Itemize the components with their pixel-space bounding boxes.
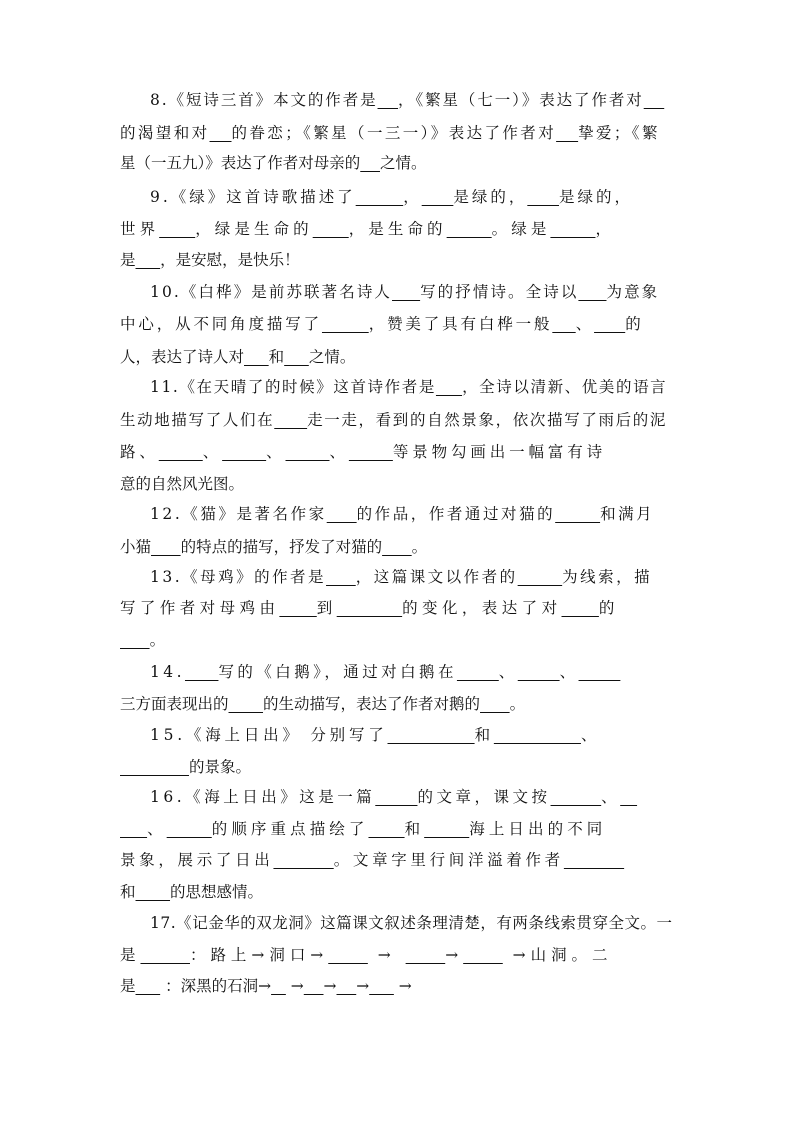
question-text: ，绿是生命的	[195, 220, 313, 238]
question-text: →	[356, 977, 370, 995]
answer-blank[interactable]	[480, 695, 510, 713]
question-text: 写了作者对母鸡由	[120, 599, 280, 617]
answer-blank[interactable]	[271, 977, 286, 995]
answer-blank[interactable]	[244, 348, 269, 366]
question-text: 。	[509, 695, 526, 713]
question-8-line-3	[120, 153, 427, 173]
answer-blank[interactable]	[356, 188, 404, 206]
question-text: 12.《猫》是著名作家	[150, 505, 327, 523]
question-text: 的	[625, 315, 644, 333]
question-text: 景象，展示了日出	[120, 851, 274, 869]
answer-blank[interactable]	[388, 726, 475, 744]
question-16-line-4	[120, 882, 263, 902]
question-text: 17.《记金华的双龙洞》这篇课文叙述条理清楚，有两条线索贯穿全文。一	[150, 914, 673, 932]
question-text: 意的自然风光图。	[120, 475, 245, 493]
question-text: 生动地描写了人们在	[120, 411, 275, 429]
question-text: 、	[559, 663, 579, 681]
question-text: 、	[498, 663, 518, 681]
question-text: 11.《在天晴了的时候》这首诗作者是	[150, 378, 436, 396]
question-text: →	[393, 977, 412, 995]
question-14-line-2	[120, 694, 525, 714]
question-text: 16.《海上日出》这是一篇	[150, 788, 376, 806]
question-13-line-1	[150, 567, 652, 587]
answer-blank[interactable]	[151, 538, 181, 556]
question-text: 。	[411, 538, 428, 556]
question-text: 和	[474, 726, 494, 744]
answer-blank[interactable]	[518, 663, 560, 681]
question-text: ，是生命的	[348, 220, 447, 238]
answer-blank[interactable]	[555, 505, 600, 523]
question-text: 15.《海上日出》 分别写了	[150, 726, 388, 744]
question-text: 和	[120, 883, 136, 901]
answer-blank[interactable]	[210, 124, 232, 142]
question-text: 和	[404, 820, 425, 838]
question-text: →	[445, 946, 464, 964]
answer-blank[interactable]	[337, 599, 402, 617]
answer-blank[interactable]	[304, 977, 324, 995]
answer-blank[interactable]	[594, 315, 625, 333]
question-text: 、	[202, 443, 223, 461]
answer-blank[interactable]	[368, 820, 404, 838]
question-9-line-1	[150, 187, 633, 207]
answer-blank[interactable]	[274, 411, 307, 429]
answer-blank[interactable]	[185, 663, 218, 681]
question-12-line-2	[120, 537, 427, 557]
answer-blank[interactable]	[422, 188, 454, 206]
question-text: 挚爱；《繁	[578, 124, 660, 142]
question-text: 三方面表现出的	[120, 695, 229, 713]
answer-blank[interactable]	[167, 820, 212, 838]
answer-blank[interactable]	[273, 851, 333, 869]
question-text: 8.《短诗三首》本文的作者是	[150, 91, 378, 109]
answer-blank[interactable]	[360, 154, 380, 172]
question-text: 为线索，描	[562, 568, 653, 586]
answer-blank[interactable]	[518, 568, 563, 586]
answer-blank[interactable]	[382, 538, 412, 556]
question-text: 10.《白桦》是前苏联著名诗人	[150, 283, 393, 301]
question-text: 之情。	[308, 348, 356, 366]
question-13-line-3	[120, 630, 165, 650]
question-text: →山洞。二	[502, 946, 613, 964]
question-11-line-3	[120, 442, 606, 462]
question-text: 的文章，课文按	[417, 788, 551, 806]
answer-blank[interactable]	[562, 599, 599, 617]
answer-blank[interactable]	[378, 91, 399, 109]
question-text: 的思想感情。	[170, 883, 264, 901]
question-text: 等景物勾画出一幅富有诗	[392, 443, 606, 461]
answer-blank[interactable]	[136, 251, 161, 269]
question-9-line-2	[120, 219, 615, 239]
question-text: 的特点的描写，抒发了对猫的	[180, 538, 383, 556]
answer-blank[interactable]	[286, 443, 330, 461]
answer-blank[interactable]	[424, 820, 469, 838]
question-text: ：深黑的石洞→	[160, 977, 272, 995]
question-text: 的	[598, 599, 619, 617]
answer-blank[interactable]	[140, 946, 190, 964]
question-text: ，全诗以清新、优美的语言	[462, 378, 668, 396]
question-16-line-1	[150, 787, 637, 807]
answer-blank[interactable]	[136, 977, 161, 995]
question-13-line-2	[120, 598, 619, 618]
answer-blank[interactable]	[463, 946, 503, 964]
question-text: 和	[268, 348, 285, 366]
question-text: 是绿的，	[453, 188, 528, 206]
answer-blank[interactable]	[120, 820, 147, 838]
answer-blank[interactable]	[313, 220, 349, 238]
question-16-line-2	[120, 819, 606, 839]
question-17-line-3	[120, 976, 412, 996]
question-text: 中心，从不同角度描写了	[120, 315, 322, 333]
question-text: 是绿的，	[559, 188, 633, 206]
question-16-line-3	[120, 850, 624, 870]
question-text: 、	[575, 315, 595, 333]
answer-blank[interactable]	[229, 695, 264, 713]
answer-blank[interactable]	[349, 443, 393, 461]
question-text: 走一走，看到的自然景象，依次描写了雨后的泥	[307, 411, 668, 429]
question-text: 。	[149, 631, 166, 649]
question-text: 的顺序重点描绘了	[211, 820, 369, 838]
question-10-line-2	[120, 314, 644, 334]
question-11-line-2	[120, 410, 667, 430]
question-text: 写的《白鹅》，通过对白鹅在	[218, 663, 457, 681]
question-9-line-3	[120, 250, 300, 270]
question-11-line-4	[120, 474, 244, 494]
question-11-line-1	[150, 377, 667, 397]
answer-blank[interactable]	[564, 851, 624, 869]
answer-blank[interactable]	[406, 946, 446, 964]
answer-blank[interactable]	[369, 977, 394, 995]
question-text: 、	[147, 820, 167, 838]
question-text: 的景象。	[188, 758, 251, 776]
question-text: ：路上→洞口→	[189, 946, 329, 964]
question-text: →	[323, 977, 337, 995]
question-text: 星（一五九）》表达了作者对母亲的	[120, 154, 361, 172]
answer-blank[interactable]	[436, 378, 462, 396]
question-text: 的眷恋；《繁星（一三一）》表达了作者对	[231, 124, 557, 142]
question-text: 为意象	[606, 283, 660, 301]
question-text: 是	[120, 251, 136, 269]
question-12-line-1	[150, 504, 654, 524]
question-15-line-2	[120, 757, 251, 777]
question-text: 和满月	[600, 505, 655, 523]
question-text: 的变化，表达了对	[402, 599, 562, 617]
question-text: 13.《母鸡》的作者是	[150, 568, 327, 586]
answer-blank[interactable]	[550, 220, 595, 238]
answer-blank[interactable]	[578, 283, 606, 301]
question-text: 。绿是	[491, 220, 551, 238]
question-8-line-1	[150, 90, 664, 110]
answer-blank[interactable]	[322, 315, 369, 333]
question-text: 、	[329, 443, 349, 461]
answer-blank[interactable]	[284, 348, 309, 366]
question-text: ，	[595, 220, 616, 238]
answer-blank[interactable]	[375, 788, 417, 806]
question-text: →	[285, 977, 304, 995]
question-text: 9.《绿》这首诗歌描述了	[150, 188, 356, 206]
question-text: 14.	[150, 663, 185, 681]
question-text: ，《繁星（七一）》表达了作者对	[398, 91, 644, 109]
question-14-line-1	[150, 662, 620, 682]
answer-blank[interactable]	[279, 599, 316, 617]
question-text: 到	[316, 599, 337, 617]
answer-blank[interactable]	[527, 188, 559, 206]
answer-blank[interactable]	[222, 443, 266, 461]
answer-blank[interactable]	[392, 283, 420, 301]
question-15-line-1	[150, 725, 600, 745]
answer-blank[interactable]	[328, 946, 368, 964]
question-text: 写的抒情诗。全诗以	[420, 283, 579, 301]
answer-blank[interactable]	[552, 315, 575, 333]
question-text: 、	[580, 726, 601, 744]
answer-blank[interactable]	[120, 631, 150, 649]
question-text: 。文章字里行间洋溢着作者	[333, 851, 564, 869]
question-text: 是	[120, 977, 136, 995]
answer-blank[interactable]	[159, 220, 195, 238]
answer-blank[interactable]	[447, 220, 492, 238]
question-text: 是	[120, 946, 141, 964]
question-text: ，	[403, 188, 422, 206]
answer-blank[interactable]	[644, 91, 665, 109]
question-text: 世界	[120, 220, 160, 238]
question-10-line-3	[120, 347, 355, 367]
question-17-line-1	[150, 913, 673, 933]
answer-blank[interactable]	[120, 758, 189, 776]
answer-blank[interactable]	[327, 505, 357, 523]
question-8-line-2	[120, 123, 660, 143]
answer-blank[interactable]	[556, 124, 578, 142]
question-text: 的生动描写，表达了作者对鹅的	[263, 695, 481, 713]
question-text: 海上日出的不同	[469, 820, 607, 838]
question-17-line-2	[120, 945, 613, 965]
answer-blank[interactable]	[136, 883, 171, 901]
question-text: 的作品，作者通过对猫的	[356, 505, 556, 523]
question-10-line-1	[150, 282, 659, 302]
answer-blank[interactable]	[457, 663, 499, 681]
question-text: 路、	[120, 443, 159, 461]
question-text: →	[367, 946, 406, 964]
question-text: 人，表达了诗人对	[120, 348, 245, 366]
answer-blank[interactable]	[159, 443, 203, 461]
question-text: ，是安慰，是快乐！	[160, 251, 300, 269]
answer-blank[interactable]	[326, 568, 356, 586]
question-text: ，赞美了具有白桦一般	[368, 315, 553, 333]
question-text: 、	[601, 788, 621, 806]
question-text: 的渴望和对	[120, 124, 210, 142]
answer-blank[interactable]	[494, 726, 581, 744]
question-text: ，这篇课文以作者的	[355, 568, 518, 586]
question-text: 之情。	[379, 154, 427, 172]
answer-blank[interactable]	[579, 663, 621, 681]
answer-blank[interactable]	[337, 977, 357, 995]
question-text: 小猫	[120, 538, 152, 556]
answer-blank[interactable]	[551, 788, 602, 806]
question-text: 、	[266, 443, 286, 461]
answer-blank[interactable]	[620, 788, 637, 806]
